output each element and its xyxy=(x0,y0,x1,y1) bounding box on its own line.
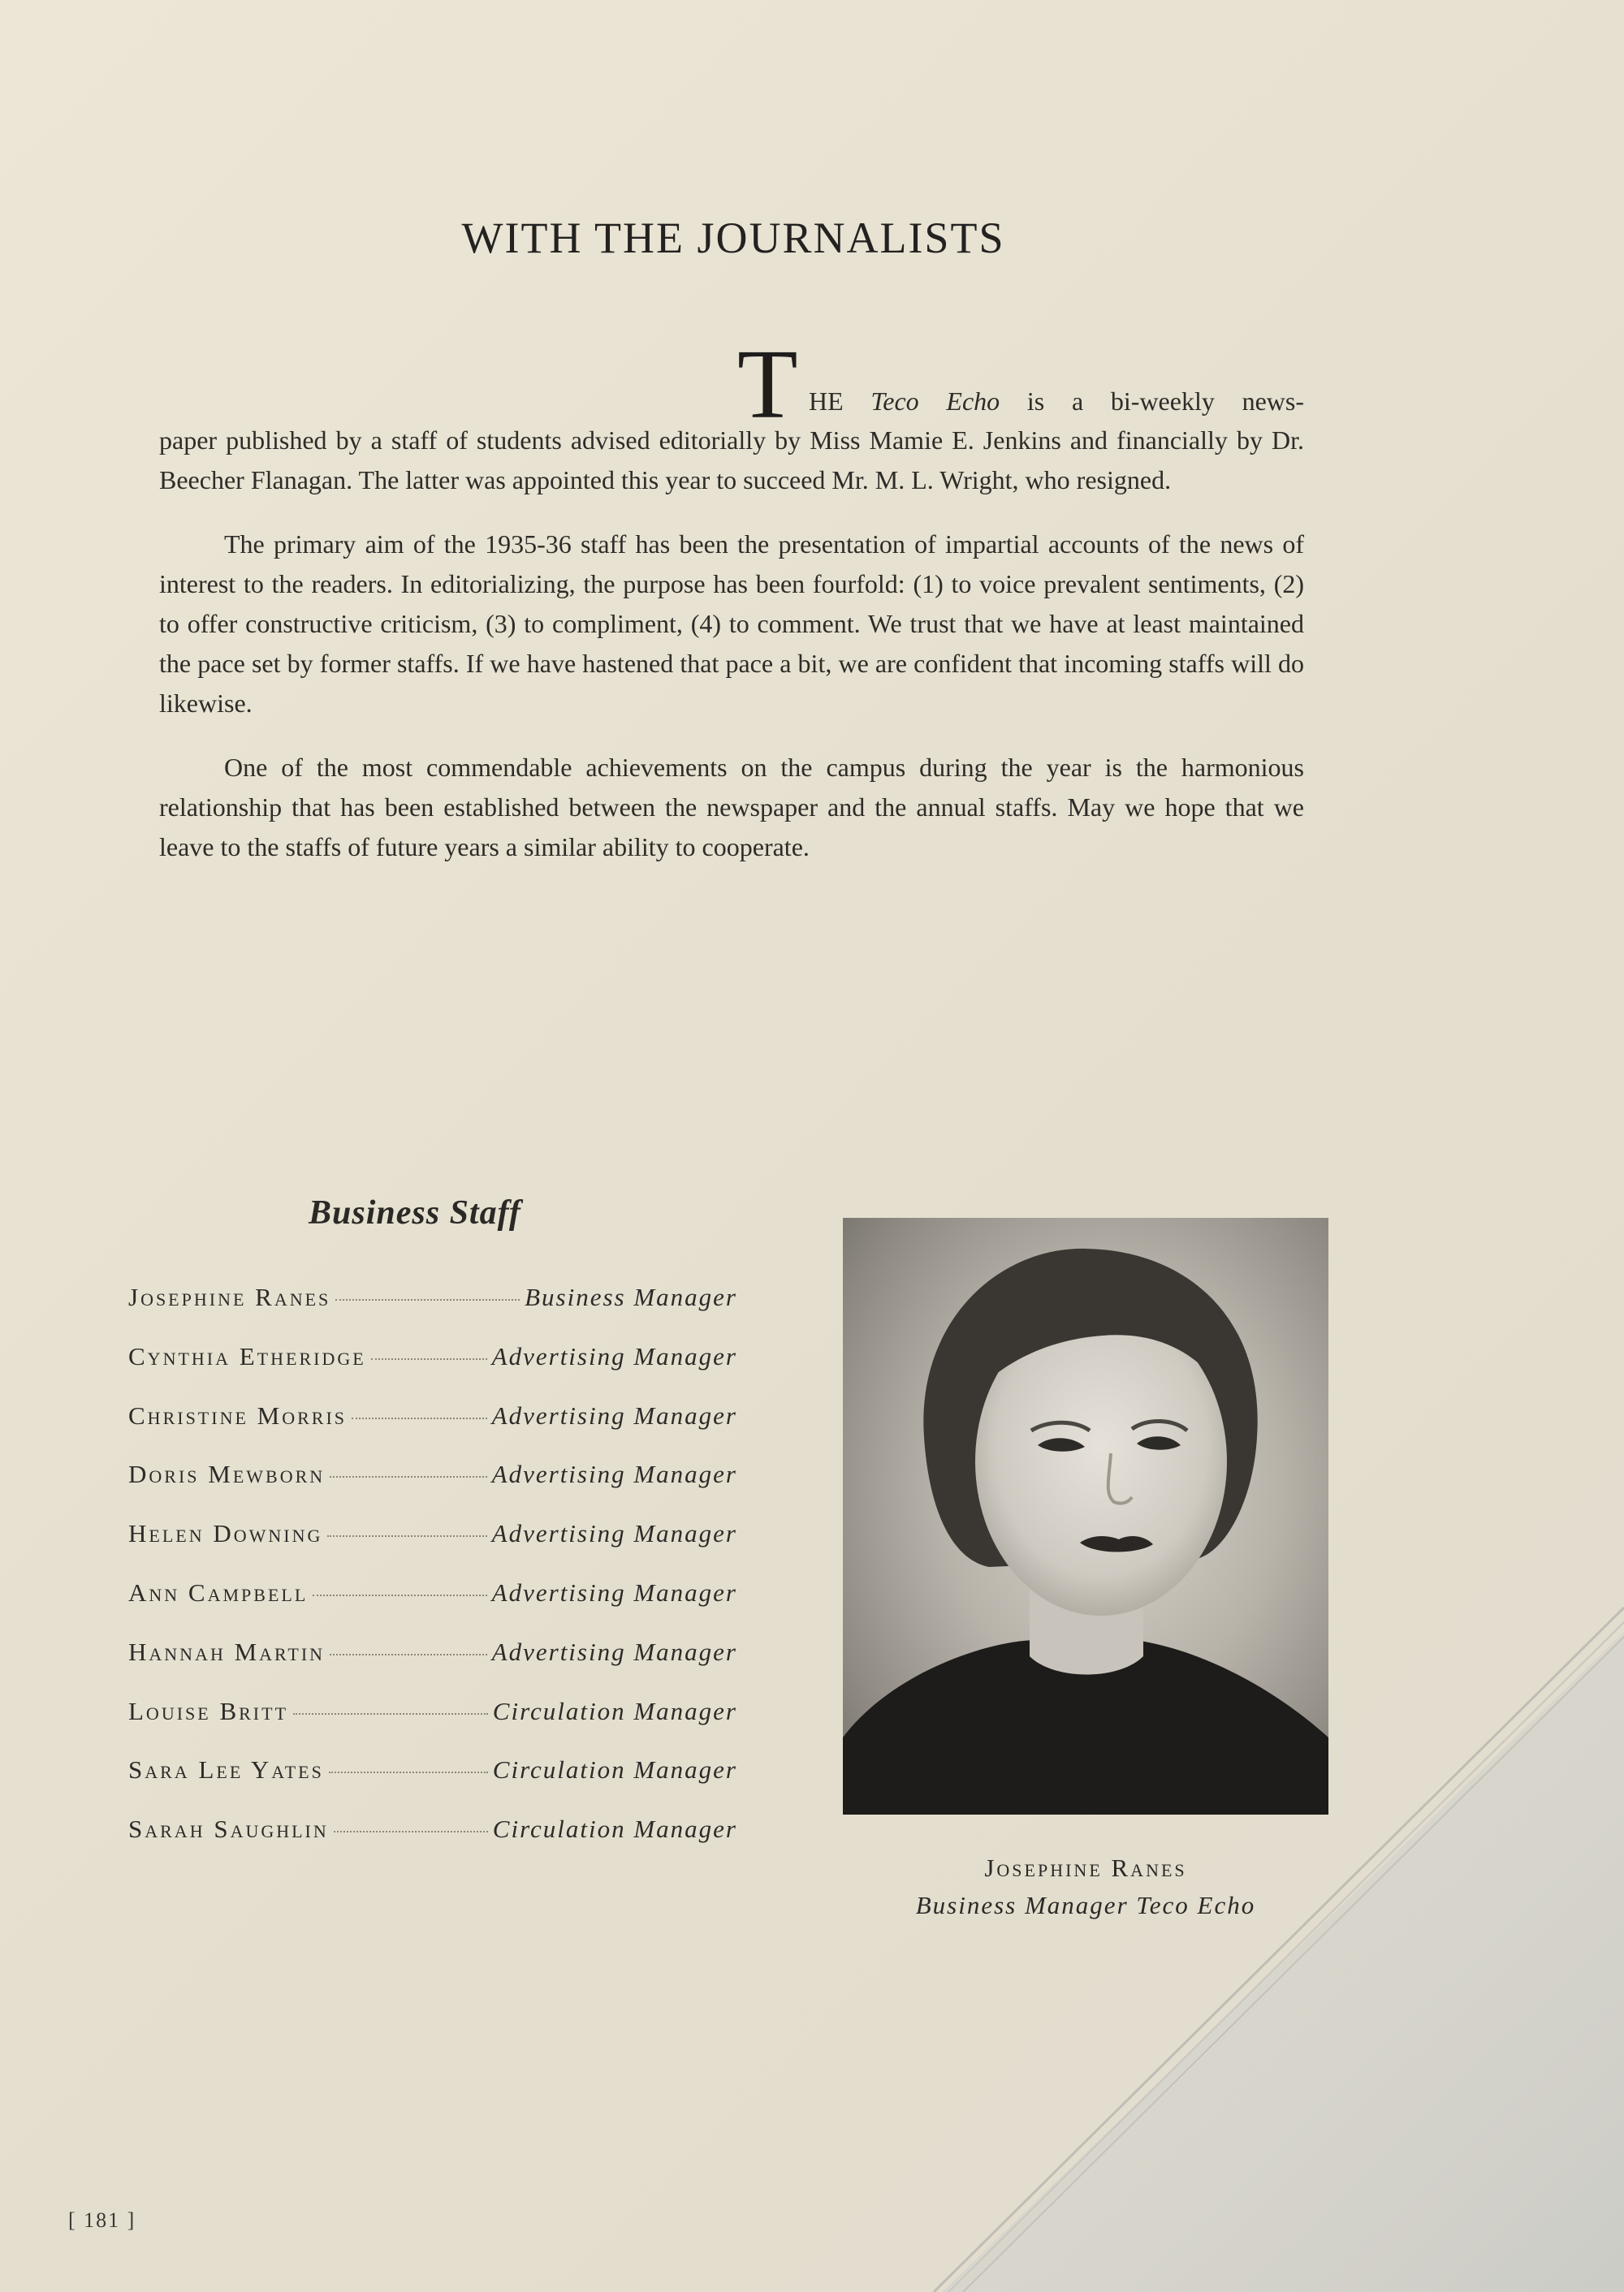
page-title: WITH THE JOURNALISTS xyxy=(461,214,1005,262)
leader-dots xyxy=(313,1595,486,1596)
intro-paragraph-3: One of the most commendable achievements on the campus during the year is the harmonious relationship that has been established between the newspaper and the annual staffs. May we hope that we leave to the staffs of future years a similar ability to cooperate. xyxy=(159,753,1304,861)
leader-dots xyxy=(327,1535,486,1537)
portrait-caption xyxy=(843,1850,1328,1924)
staff-name: Ann Campbell xyxy=(128,1578,309,1607)
intro-first-line xyxy=(159,330,1304,439)
staff-role: Circulation Manager xyxy=(492,1696,737,1725)
staff-row xyxy=(128,1342,737,1401)
staff-row xyxy=(128,1578,737,1638)
leader-dots xyxy=(293,1713,488,1715)
intro-first-line-pre: HE xyxy=(809,386,871,416)
staff-name: Louise Britt xyxy=(128,1696,289,1725)
staff-row xyxy=(128,1519,737,1578)
staff-row xyxy=(128,1815,737,1874)
staff-role: Circulation Manager xyxy=(492,1755,737,1785)
staff-row xyxy=(128,1460,737,1519)
leader-dots xyxy=(371,1358,487,1360)
leader-dots xyxy=(330,1476,487,1478)
drop-cap: T xyxy=(737,330,798,439)
staff-name: Sara Lee Yates xyxy=(128,1755,324,1785)
staff-row xyxy=(128,1401,737,1461)
intro-text xyxy=(159,330,1304,891)
staff-role: Advertising Manager xyxy=(491,1460,737,1489)
leader-dots xyxy=(352,1418,487,1419)
staff-row xyxy=(128,1755,737,1815)
staff-name: Helen Downing xyxy=(128,1519,323,1548)
staff-role: Advertising Manager xyxy=(491,1519,737,1548)
intro-paragraph-1: paper published by a staff of students advised editorially by Miss Mamie E. Jenkins and financially by Dr. Beecher Flanagan. The latter was appointed this year to succeed Mr. M. L. Wright, who resigned. xyxy=(159,425,1304,494)
staff-name: Christine Morris xyxy=(128,1401,348,1430)
leader-dots xyxy=(330,1654,487,1655)
publication-name: Teco Echo xyxy=(870,386,1000,416)
leader-dots xyxy=(335,1299,520,1301)
staff-row xyxy=(128,1697,737,1756)
staff-role: Advertising Manager xyxy=(491,1578,737,1607)
staff-row xyxy=(128,1283,737,1342)
staff-name: Josephine Ranes xyxy=(128,1283,331,1311)
intro-first-line-post: is a bi-weekly news- xyxy=(1000,386,1304,416)
intro-first-line-text xyxy=(809,382,1304,421)
staff-name: Cynthia Etheridge xyxy=(128,1341,366,1370)
staff-role: Business Manager xyxy=(525,1283,737,1311)
staff-role: Circulation Manager xyxy=(492,1815,737,1844)
staff-name: Hannah Martin xyxy=(128,1637,326,1666)
caption-name: Josephine Ranes xyxy=(984,1854,1187,1882)
leader-dots xyxy=(334,1831,488,1832)
portrait-photo xyxy=(843,1218,1328,1815)
intro-paragraph-2: The primary aim of the 1935-36 staff has been the presentation of impartial accounts of the news of interest to the readers. In editorializing, the purpose has been fourfold: (1) to voice prevalent sentiments, (2) to offer constructive criticism, (3) to compliment, (4) to comment. We trust that we have at least maintained the pace set by former staffs. If we have hastened that pace a bit, we are confident that incoming staffs will do likewise. xyxy=(159,529,1304,718)
leader-dots xyxy=(329,1772,488,1773)
staff-name: Sarah Saughlin xyxy=(128,1815,329,1844)
staff-role: Advertising Manager xyxy=(491,1637,737,1666)
staff-row xyxy=(128,1638,737,1697)
caption-title: Business Manager Teco Echo xyxy=(915,1891,1256,1919)
portrait-illustration xyxy=(843,1218,1328,1815)
staff-role: Advertising Manager xyxy=(491,1401,737,1430)
staff-role: Advertising Manager xyxy=(491,1341,737,1370)
page-number: [ 181 ] xyxy=(68,2208,136,2232)
business-staff-heading: Business Staff xyxy=(309,1194,521,1232)
staff-name: Doris Mewborn xyxy=(128,1460,326,1489)
business-staff-list xyxy=(128,1283,737,1874)
